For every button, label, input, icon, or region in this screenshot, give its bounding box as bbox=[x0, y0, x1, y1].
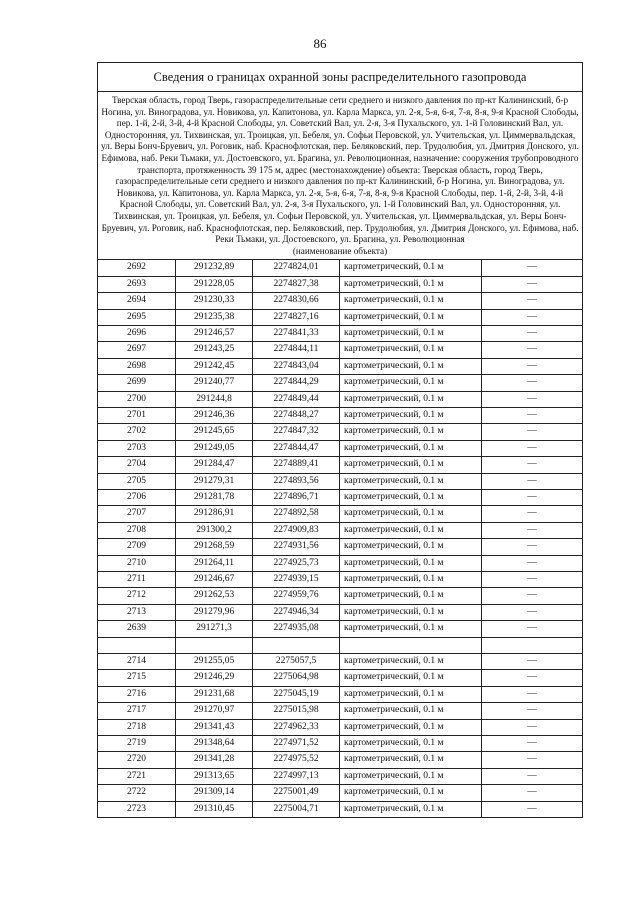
coord-x: 291242,45 bbox=[176, 358, 253, 374]
table-row bbox=[98, 539, 583, 555]
point-number: 2708 bbox=[98, 522, 176, 538]
point-number: 2701 bbox=[98, 407, 176, 423]
point-number: 2715 bbox=[98, 670, 176, 686]
method-accuracy: картометрический, 0.1 м bbox=[340, 522, 482, 538]
coord-x: 291230,33 bbox=[176, 293, 253, 309]
coord-y: 2274971,52 bbox=[253, 736, 340, 752]
coord-y: 2274893,56 bbox=[253, 473, 340, 489]
point-number: 2719 bbox=[98, 736, 176, 752]
method-accuracy: картометрический, 0.1 м bbox=[340, 424, 482, 440]
empty-cell bbox=[482, 637, 583, 653]
coord-x: 291281,78 bbox=[176, 490, 253, 506]
coord-y: 2274844,11 bbox=[253, 342, 340, 358]
table-row bbox=[98, 407, 583, 423]
extra-dash: — bbox=[482, 703, 583, 719]
coord-y: 2274849,44 bbox=[253, 391, 340, 407]
point-number: 2703 bbox=[98, 440, 176, 456]
object-caption: (наименование объекта) bbox=[292, 245, 388, 256]
point-number: 2716 bbox=[98, 686, 176, 702]
extra-dash: — bbox=[482, 621, 583, 637]
table-row bbox=[98, 801, 583, 817]
point-number: 2695 bbox=[98, 309, 176, 325]
method-accuracy: картометрический, 0.1 м bbox=[340, 407, 482, 423]
point-number: 2717 bbox=[98, 703, 176, 719]
point-number: 2702 bbox=[98, 424, 176, 440]
coord-x: 291243,25 bbox=[176, 342, 253, 358]
coord-y: 2274848,27 bbox=[253, 407, 340, 423]
extra-dash: — bbox=[482, 604, 583, 620]
table-body bbox=[98, 63, 583, 818]
table-row bbox=[98, 293, 583, 309]
method-accuracy: картометрический, 0.1 м bbox=[340, 490, 482, 506]
table-row bbox=[98, 768, 583, 784]
extra-dash: — bbox=[482, 555, 583, 571]
coord-y: 2274946,34 bbox=[253, 604, 340, 620]
coord-y: 2275057,5 bbox=[253, 654, 340, 670]
method-accuracy: картометрический, 0.1 м bbox=[340, 555, 482, 571]
extra-dash: — bbox=[482, 325, 583, 341]
method-accuracy: картометрический, 0.1 м bbox=[340, 293, 482, 309]
coord-x: 291313,65 bbox=[176, 768, 253, 784]
extra-dash: — bbox=[482, 407, 583, 423]
coord-x: 291341,28 bbox=[176, 752, 253, 768]
table-row bbox=[98, 490, 583, 506]
extra-dash: — bbox=[482, 473, 583, 489]
point-number: 2706 bbox=[98, 490, 176, 506]
table-row bbox=[98, 342, 583, 358]
coord-x: 291300,2 bbox=[176, 522, 253, 538]
coord-x: 291341,43 bbox=[176, 719, 253, 735]
point-number: 2723 bbox=[98, 801, 176, 817]
coord-x: 291244,8 bbox=[176, 391, 253, 407]
method-accuracy: картометрический, 0.1 м bbox=[340, 440, 482, 456]
extra-dash: — bbox=[482, 539, 583, 555]
point-number: 2722 bbox=[98, 785, 176, 801]
empty-cell bbox=[253, 637, 340, 653]
method-accuracy: картометрический, 0.1 м bbox=[340, 670, 482, 686]
point-number: 2712 bbox=[98, 588, 176, 604]
method-accuracy: картометрический, 0.1 м bbox=[340, 473, 482, 489]
title-row bbox=[98, 63, 583, 92]
point-number: 2692 bbox=[98, 260, 176, 276]
coord-y: 2275015,98 bbox=[253, 703, 340, 719]
coord-x: 291246,57 bbox=[176, 325, 253, 341]
method-accuracy: картометрический, 0.1 м bbox=[340, 785, 482, 801]
method-accuracy: картометрический, 0.1 м bbox=[340, 703, 482, 719]
table-row bbox=[98, 358, 583, 374]
coord-y: 2275001,49 bbox=[253, 785, 340, 801]
table-row bbox=[98, 703, 583, 719]
table-row bbox=[98, 719, 583, 735]
coord-x: 291246,36 bbox=[176, 407, 253, 423]
table-row bbox=[98, 506, 583, 522]
coord-x: 291262,53 bbox=[176, 588, 253, 604]
object-description-cell bbox=[98, 92, 583, 260]
table-row bbox=[98, 276, 583, 292]
coord-y: 2274959,76 bbox=[253, 588, 340, 604]
coord-x: 291255,05 bbox=[176, 654, 253, 670]
coord-x: 291284,47 bbox=[176, 457, 253, 473]
coord-x: 291268,59 bbox=[176, 539, 253, 555]
coord-y: 2274935,08 bbox=[253, 621, 340, 637]
point-number: 2699 bbox=[98, 375, 176, 391]
method-accuracy: картометрический, 0.1 м bbox=[340, 801, 482, 817]
method-accuracy: картометрический, 0.1 м bbox=[340, 654, 482, 670]
coord-x: 291249,05 bbox=[176, 440, 253, 456]
coord-x: 291310,45 bbox=[176, 801, 253, 817]
coord-x: 291286,91 bbox=[176, 506, 253, 522]
coord-x: 291246,67 bbox=[176, 572, 253, 588]
point-number: 2714 bbox=[98, 654, 176, 670]
table-row bbox=[98, 604, 583, 620]
extra-dash: — bbox=[482, 588, 583, 604]
method-accuracy: картометрический, 0.1 м bbox=[340, 325, 482, 341]
point-number: 2710 bbox=[98, 555, 176, 571]
table-row bbox=[98, 686, 583, 702]
table-row bbox=[98, 309, 583, 325]
coord-x: 291245,65 bbox=[176, 424, 253, 440]
point-number: 2697 bbox=[98, 342, 176, 358]
table-row bbox=[98, 785, 583, 801]
coord-y: 2274889,41 bbox=[253, 457, 340, 473]
extra-dash: — bbox=[482, 654, 583, 670]
coord-x: 291231,68 bbox=[176, 686, 253, 702]
coord-x: 291348,64 bbox=[176, 736, 253, 752]
coord-x: 291240,77 bbox=[176, 375, 253, 391]
table-row bbox=[98, 621, 583, 637]
table-row bbox=[98, 424, 583, 440]
coord-x: 291232,89 bbox=[176, 260, 253, 276]
table-row bbox=[98, 555, 583, 571]
method-accuracy: картометрический, 0.1 м bbox=[340, 588, 482, 604]
empty-cell bbox=[98, 637, 176, 653]
coord-y: 2274824,01 bbox=[253, 260, 340, 276]
point-number: 2639 bbox=[98, 621, 176, 637]
table-row bbox=[98, 522, 583, 538]
extra-dash: — bbox=[482, 572, 583, 588]
coord-x: 291270,97 bbox=[176, 703, 253, 719]
separator-row bbox=[98, 637, 583, 653]
coord-y: 2274844,29 bbox=[253, 375, 340, 391]
extra-dash: — bbox=[482, 375, 583, 391]
method-accuracy: картометрический, 0.1 м bbox=[340, 719, 482, 735]
boundary-table bbox=[97, 62, 583, 818]
extra-dash: — bbox=[482, 457, 583, 473]
table-row bbox=[98, 391, 583, 407]
coord-y: 2274925,73 bbox=[253, 555, 340, 571]
method-accuracy: картометрический, 0.1 м bbox=[340, 260, 482, 276]
point-number: 2693 bbox=[98, 276, 176, 292]
point-number: 2696 bbox=[98, 325, 176, 341]
coord-x: 291235,38 bbox=[176, 309, 253, 325]
point-number: 2711 bbox=[98, 572, 176, 588]
extra-dash: — bbox=[482, 391, 583, 407]
description-row bbox=[98, 92, 583, 260]
method-accuracy: картометрический, 0.1 м bbox=[340, 572, 482, 588]
coord-y: 2274844,47 bbox=[253, 440, 340, 456]
table-row bbox=[98, 457, 583, 473]
extra-dash: — bbox=[482, 686, 583, 702]
empty-cell bbox=[176, 637, 253, 653]
coord-y: 2274962,33 bbox=[253, 719, 340, 735]
point-number: 2707 bbox=[98, 506, 176, 522]
table-row bbox=[98, 670, 583, 686]
table-row bbox=[98, 473, 583, 489]
extra-dash: — bbox=[482, 752, 583, 768]
coord-y: 2274847,32 bbox=[253, 424, 340, 440]
object-description: Тверская область, город Тверь, газораспределительные сети среднего и низкого давления по пр-кт Калининский, б-р Ногина, ул. Виноградова, ул. Новикова, ул. Капитонова, ул. Карла Маркса, ул. 2-я, 5-я, 6-я, 7-я, 8-я, 9-я Красной Слободы, пер. 1-й, 2-й, 3-й, 4-й Красной Слободы, ул. Советский Вал, ул. 2-я, 3-я Пухальского, ул. 1-й Головинский Вал, ул. Односторонняя, ул. Тихвинская, ул. Троицкая, ул. Бебеля, ул. Софьи Перовской, ул. Учительская, ул. Циммервальдская, ул. Веры Бонч-Бруевич, ул. Роговик, наб. Краснофлотская, пер. Беляковский, пер. Трудолюбия, ул. Дмитрия Донского, ул. Ефимова, наб. Реки Тьмаки, ул. Достоевского, ул. Брагина, ул. Революционная, назначение: сооружения трубопроводного транспорта, протяженность 39 175 м, адрес (местонахождение) объекта: Тверская область, город Тверь, газораспределительные сети среднего и низкого давления по пр-кт Калининский, б-р Ногина, ул. Виноградова, ул. Новикова, ул. Капитонова, ул. Карла Маркса, ул. 2-я, 5-я, 6-я, 7-я, 8-я, 9-я Красной Слободы, пер. 1-й, 2-й, 3-й, 4-й Красной Слободы, ул. Советский Вал, ул. 2-я, 3-я Пухальского, ул. 1-й Головинский Вал, ул. Односторонняя, ул. Тихвинская, ул. Троицкая, ул. Бебеля, ул. Софьи Перовской, ул. Учительская, ул. Циммервальдская, ул. Веры Бонч-Бруевич, ул. Роговик, наб. Краснофлотская, пер. Беляковский, пер. Трудолюбия, ул. Дмитрия Донского, ул. Ефимова, наб. Реки Тьмаки, ул. Достоевского, ул. Брагина, ул. Революционная bbox=[101, 95, 579, 245]
point-number: 2713 bbox=[98, 604, 176, 620]
extra-dash: — bbox=[482, 801, 583, 817]
method-accuracy: картометрический, 0.1 м bbox=[340, 358, 482, 374]
point-number: 2705 bbox=[98, 473, 176, 489]
coord-y: 2274896,71 bbox=[253, 490, 340, 506]
coord-x: 291228,05 bbox=[176, 276, 253, 292]
table-row bbox=[98, 736, 583, 752]
coord-x: 291279,96 bbox=[176, 604, 253, 620]
extra-dash: — bbox=[482, 768, 583, 784]
point-number: 2720 bbox=[98, 752, 176, 768]
coord-y: 2274827,16 bbox=[253, 309, 340, 325]
method-accuracy: картометрический, 0.1 м bbox=[340, 539, 482, 555]
extra-dash: — bbox=[482, 719, 583, 735]
extra-dash: — bbox=[482, 490, 583, 506]
extra-dash: — bbox=[482, 670, 583, 686]
coord-y: 2274830,66 bbox=[253, 293, 340, 309]
method-accuracy: картометрический, 0.1 м bbox=[340, 752, 482, 768]
extra-dash: — bbox=[482, 736, 583, 752]
page-number: 86 bbox=[313, 36, 327, 51]
coord-x: 291309,14 bbox=[176, 785, 253, 801]
point-number: 2694 bbox=[98, 293, 176, 309]
coord-x: 291279,31 bbox=[176, 473, 253, 489]
table-row bbox=[98, 588, 583, 604]
coord-y: 2274931,56 bbox=[253, 539, 340, 555]
extra-dash: — bbox=[482, 276, 583, 292]
coord-y: 2275004,71 bbox=[253, 801, 340, 817]
coord-y: 2274892,58 bbox=[253, 506, 340, 522]
extra-dash: — bbox=[482, 342, 583, 358]
method-accuracy: картометрический, 0.1 м bbox=[340, 506, 482, 522]
extra-dash: — bbox=[482, 506, 583, 522]
table-row bbox=[98, 752, 583, 768]
table-row bbox=[98, 260, 583, 276]
coord-y: 2275045,19 bbox=[253, 686, 340, 702]
point-number: 2698 bbox=[98, 358, 176, 374]
method-accuracy: картометрический, 0.1 м bbox=[340, 391, 482, 407]
point-number: 2700 bbox=[98, 391, 176, 407]
coord-y: 2275064,98 bbox=[253, 670, 340, 686]
extra-dash: — bbox=[482, 440, 583, 456]
method-accuracy: картометрический, 0.1 м bbox=[340, 342, 482, 358]
coord-y: 2274843,04 bbox=[253, 358, 340, 374]
coord-x: 291246,29 bbox=[176, 670, 253, 686]
coord-y: 2274909,83 bbox=[253, 522, 340, 538]
table-row bbox=[98, 440, 583, 456]
point-number: 2704 bbox=[98, 457, 176, 473]
method-accuracy: картометрический, 0.1 м bbox=[340, 457, 482, 473]
table-row bbox=[98, 654, 583, 670]
coord-x: 291264,11 bbox=[176, 555, 253, 571]
point-number: 2718 bbox=[98, 719, 176, 735]
coord-y: 2274827,38 bbox=[253, 276, 340, 292]
method-accuracy: картометрический, 0.1 м bbox=[340, 736, 482, 752]
coord-y: 2274975,52 bbox=[253, 752, 340, 768]
method-accuracy: картометрический, 0.1 м bbox=[340, 276, 482, 292]
method-accuracy: картометрический, 0.1 м bbox=[340, 604, 482, 620]
method-accuracy: картометрический, 0.1 м bbox=[340, 375, 482, 391]
coord-y: 2274939,15 bbox=[253, 572, 340, 588]
point-number: 2709 bbox=[98, 539, 176, 555]
point-number: 2721 bbox=[98, 768, 176, 784]
extra-dash: — bbox=[482, 424, 583, 440]
table-row bbox=[98, 572, 583, 588]
extra-dash: — bbox=[482, 260, 583, 276]
method-accuracy: картометрический, 0.1 м bbox=[340, 621, 482, 637]
coord-y: 2274997,13 bbox=[253, 768, 340, 784]
table-row bbox=[98, 375, 583, 391]
table-row bbox=[98, 325, 583, 341]
empty-cell bbox=[340, 637, 482, 653]
extra-dash: — bbox=[482, 358, 583, 374]
table-title: Сведения о границах охранной зоны распределительного газопровода bbox=[98, 63, 583, 92]
extra-dash: — bbox=[482, 309, 583, 325]
method-accuracy: картометрический, 0.1 м bbox=[340, 686, 482, 702]
coord-y: 2274841,33 bbox=[253, 325, 340, 341]
method-accuracy: картометрический, 0.1 м bbox=[340, 768, 482, 784]
extra-dash: — bbox=[482, 785, 583, 801]
coord-x: 291271,3 bbox=[176, 621, 253, 637]
extra-dash: — bbox=[482, 522, 583, 538]
extra-dash: — bbox=[482, 293, 583, 309]
method-accuracy: картометрический, 0.1 м bbox=[340, 309, 482, 325]
